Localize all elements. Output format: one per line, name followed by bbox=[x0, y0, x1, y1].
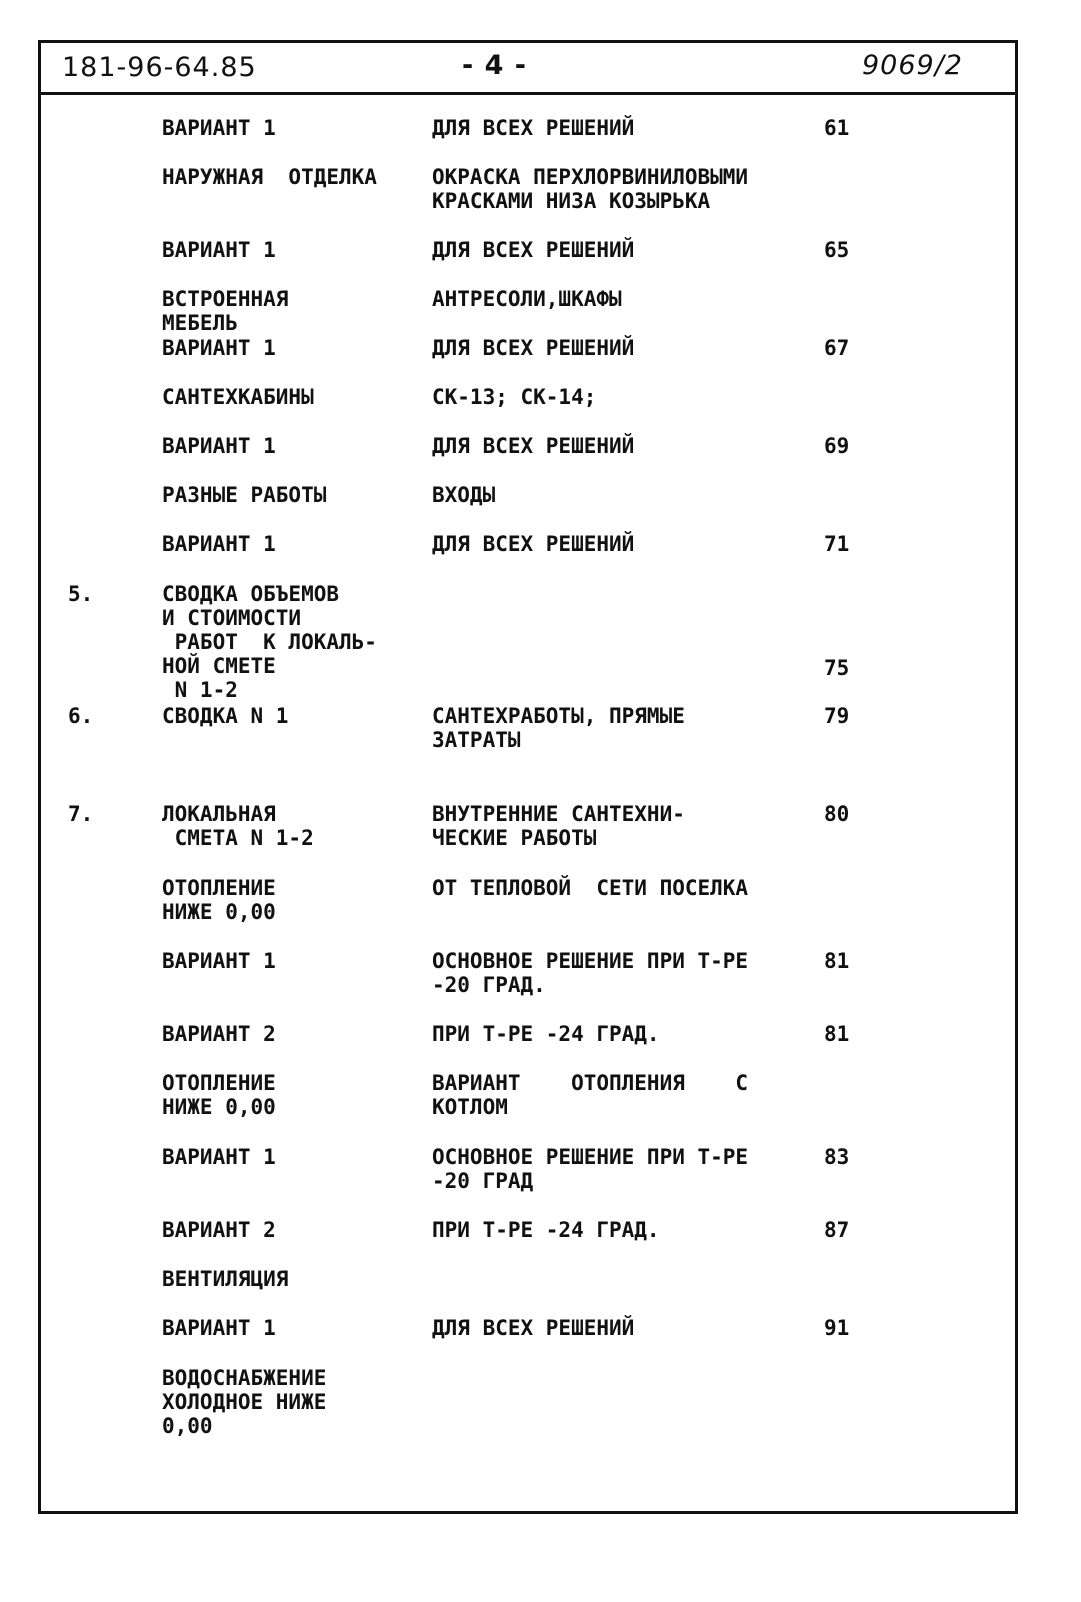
entry-description: ДЛЯ ВСЕХ РЕШЕНИЙ bbox=[432, 116, 635, 140]
entry-page: 65 bbox=[824, 238, 850, 262]
entry-section: НИЖЕ 0,00 bbox=[162, 1095, 276, 1119]
entry-section: МЕБЕЛЬ bbox=[162, 311, 238, 335]
entry-number: 6. bbox=[68, 704, 94, 728]
entry-section: 0,00 bbox=[162, 1414, 213, 1438]
sheet-number: 9069/2 bbox=[862, 50, 963, 81]
entry-section: НАРУЖНАЯ ОТДЕЛКА bbox=[162, 165, 377, 189]
entry-section: ОТОПЛЕНИЕ bbox=[162, 1071, 276, 1095]
entry-section: СВОДКА N 1 bbox=[162, 704, 289, 728]
entry-description: ДЛЯ ВСЕХ РЕШЕНИЙ bbox=[432, 238, 635, 262]
entry-variant: ВАРИАНТ 1 bbox=[162, 238, 276, 262]
entry-number: 5. bbox=[68, 582, 94, 606]
entry-description: КРАСКАМИ НИЗА КОЗЫРЬКА bbox=[432, 189, 711, 213]
entry-variant: ВАРИАНТ 1 bbox=[162, 1316, 276, 1340]
entry-section: ВОДОСНАБЖЕНИЕ bbox=[162, 1366, 327, 1390]
entry-variant: ВАРИАНТ 2 bbox=[162, 1022, 276, 1046]
entry-section: ОТОПЛЕНИЕ bbox=[162, 876, 276, 900]
entry-description: ДЛЯ ВСЕХ РЕШЕНИЙ bbox=[432, 336, 635, 360]
entry-description: КОТЛОМ bbox=[432, 1095, 508, 1119]
entry-description: ВНУТРЕННИЕ САНТЕХНИ- bbox=[432, 802, 685, 826]
entry-description: ПРИ Т-РЕ -24 ГРАД. bbox=[432, 1022, 660, 1046]
entry-description: ДЛЯ ВСЕХ РЕШЕНИЙ bbox=[432, 434, 635, 458]
entry-page: 79 bbox=[824, 704, 850, 728]
entry-section: РАБОТ К ЛОКАЛЬ- bbox=[162, 630, 377, 654]
entry-variant: ВАРИАНТ 2 bbox=[162, 1218, 276, 1242]
entry-description: ВАРИАНТ ОТОПЛЕНИЯ С bbox=[432, 1071, 749, 1095]
entry-number: 7. bbox=[68, 802, 94, 826]
entry-variant: ВАРИАНТ 1 bbox=[162, 336, 276, 360]
entry-section: РАЗНЫЕ РАБОТЫ bbox=[162, 483, 327, 507]
entry-description: АНТРЕСОЛИ,ШКАФЫ bbox=[432, 287, 622, 311]
entry-page: 81 bbox=[824, 949, 850, 973]
entry-description: ВХОДЫ bbox=[432, 483, 496, 507]
entry-section: N 1-2 bbox=[162, 678, 238, 702]
entry-description: ПРИ Т-РЕ -24 ГРАД. bbox=[432, 1218, 660, 1242]
document-code: 181-96-64.85 bbox=[62, 52, 257, 83]
entry-section: ВСТРОЕННАЯ bbox=[162, 287, 289, 311]
entry-description: ОСНОВНОЕ РЕШЕНИЕ ПРИ Т-РЕ bbox=[432, 949, 749, 973]
entry-section: СВОДКА ОБЪЕМОВ bbox=[162, 582, 340, 606]
entry-description: ОТ ТЕПЛОВОЙ СЕТИ ПОСЕЛКА bbox=[432, 876, 749, 900]
entry-variant: ВАРИАНТ 1 bbox=[162, 949, 276, 973]
entry-section: НИЖЕ 0,00 bbox=[162, 900, 276, 924]
entry-description: ОКРАСКА ПЕРХЛОРВИНИЛОВЫМИ bbox=[432, 165, 749, 189]
entry-variant: ВАРИАНТ 1 bbox=[162, 532, 276, 556]
entry-page: 71 bbox=[824, 532, 850, 556]
entry-description: СК-13; СК-14; bbox=[432, 385, 597, 409]
entry-description: ДЛЯ ВСЕХ РЕШЕНИЙ bbox=[432, 532, 635, 556]
page-number: - 4 - bbox=[462, 50, 527, 81]
entry-page: 83 bbox=[824, 1145, 850, 1169]
entry-section: ХОЛОДНОЕ НИЖЕ bbox=[162, 1390, 327, 1414]
entry-section: И СТОИМОСТИ bbox=[162, 606, 302, 630]
entry-page: 81 bbox=[824, 1022, 850, 1046]
entry-variant: ВАРИАНТ 1 bbox=[162, 116, 276, 140]
entry-description: ЧЕСКИЕ РАБОТЫ bbox=[432, 826, 597, 850]
entry-description: ОСНОВНОЕ РЕШЕНИЕ ПРИ Т-РЕ bbox=[432, 1145, 749, 1169]
entry-section: САНТЕХКАБИНЫ bbox=[162, 385, 314, 409]
entry-section: СМЕТА N 1-2 bbox=[162, 826, 314, 850]
entry-description: -20 ГРАД. bbox=[432, 973, 546, 997]
header-divider bbox=[38, 92, 1018, 95]
entry-description: САНТЕХРАБОТЫ, ПРЯМЫЕ bbox=[432, 704, 685, 728]
entry-section: ВЕНТИЛЯЦИЯ bbox=[162, 1267, 289, 1291]
entry-page: 91 bbox=[824, 1316, 850, 1340]
entry-section: ЛОКАЛЬНАЯ bbox=[162, 802, 276, 826]
entry-description: -20 ГРАД bbox=[432, 1169, 534, 1193]
entry-page: 61 bbox=[824, 116, 850, 140]
entry-page: 87 bbox=[824, 1218, 850, 1242]
entry-page: 69 bbox=[824, 434, 850, 458]
entry-page: 75 bbox=[824, 656, 850, 680]
entry-variant: ВАРИАНТ 1 bbox=[162, 1145, 276, 1169]
entry-section: НОЙ СМЕТЕ bbox=[162, 654, 276, 678]
entry-variant: ВАРИАНТ 1 bbox=[162, 434, 276, 458]
entry-description: ДЛЯ ВСЕХ РЕШЕНИЙ bbox=[432, 1316, 635, 1340]
entry-page: 80 bbox=[824, 802, 850, 826]
entry-description: ЗАТРАТЫ bbox=[432, 728, 521, 752]
entry-page: 67 bbox=[824, 336, 850, 360]
